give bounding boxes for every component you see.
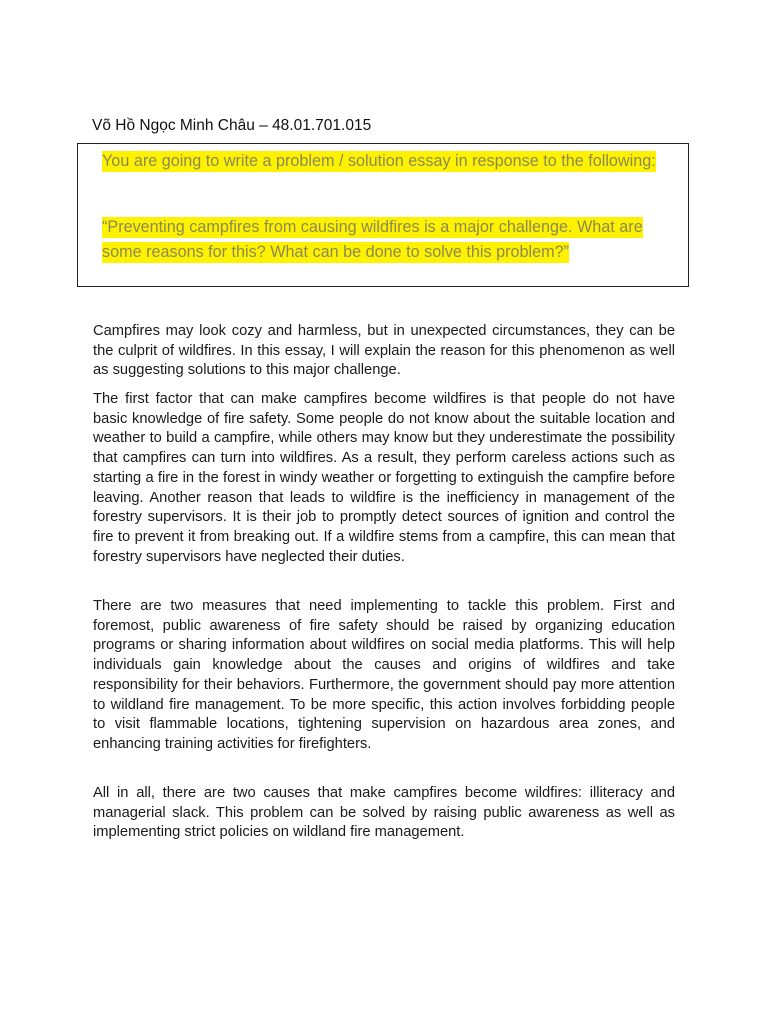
essay-body-causes: The first factor that can make campfires become wildfires is that people do not have basic knowledge of fire safety. Some people do not know about the suitable location and weather to build a campfire, while others may know but they underestimate the possibility that campfires can turn into wildfires. As a result, they perform careless actions such as starting a fire in the forest in windy weather or forgetting to extinguish the campfire before leaving. Another reason that leads to wildfire is the inefficiency in management of the forestry supervisors. It is their job to promptly detect sources of ignition and control the fire to prevent it from breaking out. If a wildfire stems from a campfire, this can mean that forestry supervisors have neglected their duties. <box>93 391 675 565</box>
prompt-instruction <box>102 149 674 174</box>
author-line: Võ Hồ Ngọc Minh Châu – 48.01.701.015 <box>92 117 372 134</box>
prompt-question <box>102 215 674 265</box>
essay-body-solutions: There are two measures that need implementing to tackle this problem. First and foremost, public awareness of fire safety should be raised by organizing education programs or sharing information about wildfires on social media platforms. This will help individuals gain knowledge about the causes and origins of wildfires and take responsibility for their behaviors. Furthermore, the government should pay more attention to wildland fire management. To be more specific, this action involves forbidding people to visit flammable locations, tightening supervision on hazardous area zones, and enhancing training activities for firefighters. <box>93 598 675 752</box>
essay-prompt-box <box>77 143 689 287</box>
prompt-instruction-highlight: You are going to write a problem / solution essay in response to the following: <box>102 152 656 170</box>
essay-introduction: Campfires may look cozy and harmless, but in unexpected circumstances, they can be the culprit of wildfires. In this essay, I will explain the reason for this phenomenon as well as suggesting solutions to this major challenge. <box>93 323 675 379</box>
prompt-question-highlight: “Preventing campfires from causing wildfires is a major challenge. What are some reasons for this? What can be done to solve this problem?” <box>102 218 643 261</box>
essay-conclusion: All in all, there are two causes that make campfires become wildfires: illiteracy and managerial slack. This problem can be solved by raising public awareness as well as implementing strict policies on wildland fire management. <box>93 785 675 841</box>
